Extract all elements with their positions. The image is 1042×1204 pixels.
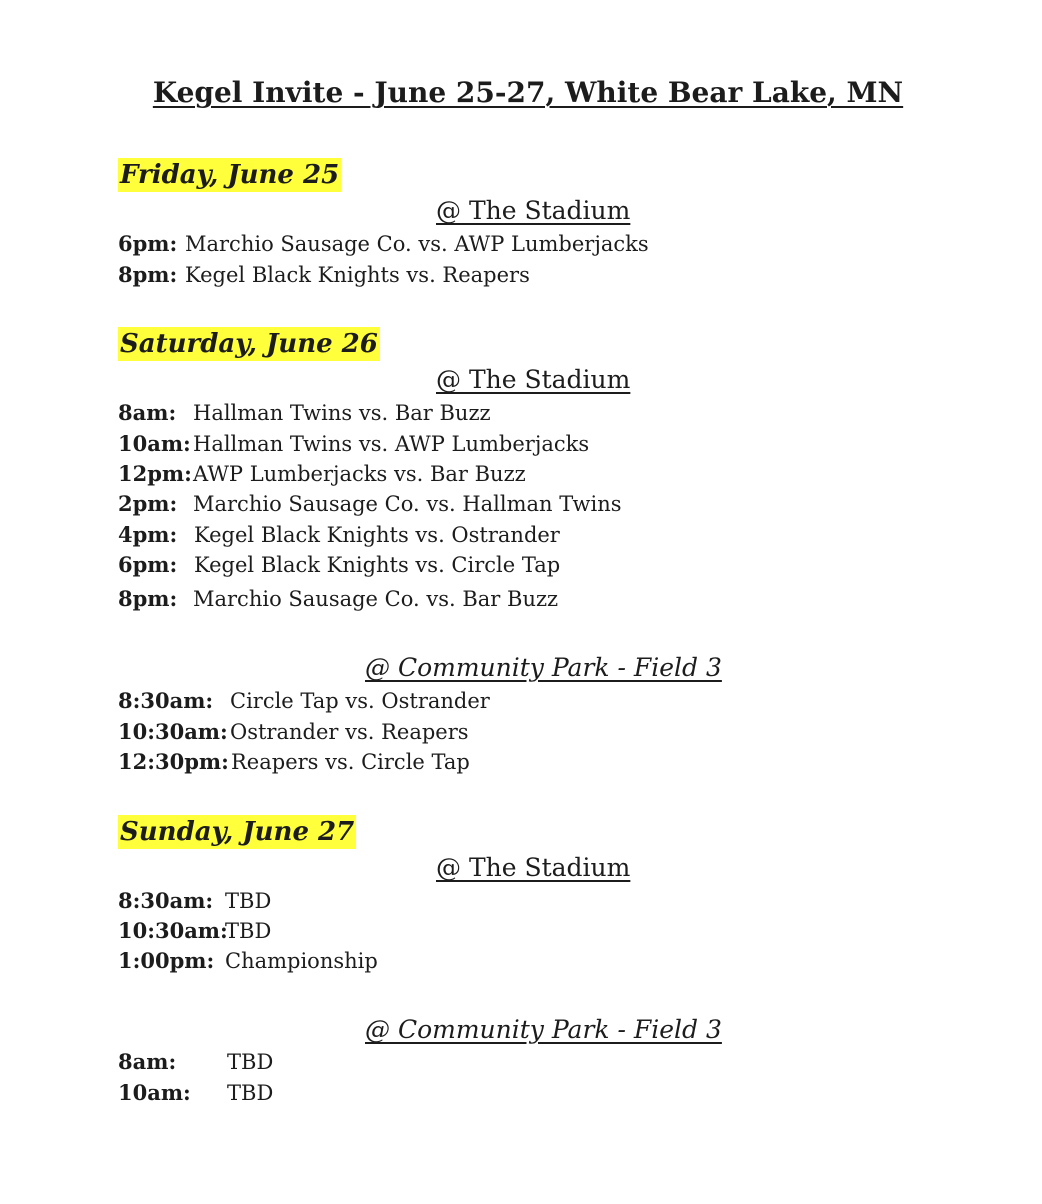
game-time: 6pm:: [118, 552, 178, 577]
game-matchup: Ostrander vs. Reapers: [230, 720, 469, 744]
venue-heading: @ The Stadium: [436, 196, 631, 225]
game-matchup: Marchio Sausage Co. vs. Bar Buzz: [193, 587, 559, 611]
venue-heading: @ Community Park - Field 3: [365, 1015, 722, 1044]
game-matchup: TBD: [225, 919, 272, 943]
game-time: 8am:: [118, 400, 177, 425]
game-matchup: Championship: [225, 949, 378, 973]
day-heading-sunday: Sunday, June 27: [120, 817, 355, 847]
game-time: 10am:: [118, 431, 191, 456]
venue-heading: @ The Stadium: [436, 853, 631, 882]
page-title: Kegel Invite - June 25-27, White Bear Lake, MN: [152, 76, 904, 109]
game-matchup: Reapers vs. Circle Tap: [231, 750, 470, 774]
game-time: 12pm:: [118, 461, 192, 486]
game-time: 8pm:: [118, 262, 178, 287]
game-matchup: TBD: [227, 1081, 274, 1105]
game-matchup: AWP Lumberjacks vs. Bar Buzz: [193, 462, 526, 486]
game-time: 8am:: [118, 1049, 177, 1074]
game-matchup: Circle Tap vs. Ostrander: [230, 689, 490, 713]
venue-heading: @ The Stadium: [436, 365, 631, 394]
game-matchup: Kegel Black Knights vs. Circle Tap: [194, 553, 561, 577]
day-heading-saturday: Saturday, June 26: [120, 329, 378, 359]
game-matchup: Hallman Twins vs. Bar Buzz: [193, 401, 491, 425]
game-matchup: Marchio Sausage Co. vs. Hallman Twins: [193, 492, 622, 516]
game-time: 10:30am:: [118, 719, 228, 744]
game-matchup: Marchio Sausage Co. vs. AWP Lumberjacks: [185, 232, 649, 256]
game-matchup: Hallman Twins vs. AWP Lumberjacks: [193, 432, 590, 456]
game-time: 6pm:: [118, 231, 178, 256]
game-time: 4pm:: [118, 522, 178, 547]
game-time: 10am:: [118, 1080, 191, 1105]
game-matchup: TBD: [225, 889, 272, 913]
game-time: 8:30am:: [118, 888, 214, 913]
game-time: 12:30pm:: [118, 749, 229, 774]
game-time: 8:30am:: [118, 688, 214, 713]
venue-heading: @ Community Park - Field 3: [365, 653, 722, 682]
day-heading-friday: Friday, June 25: [120, 160, 340, 190]
game-time: 8pm:: [118, 586, 178, 611]
game-time: 10:30am:: [118, 918, 228, 943]
game-matchup: Kegel Black Knights vs. Ostrander: [194, 523, 560, 547]
game-time: 2pm:: [118, 491, 178, 516]
game-matchup: Kegel Black Knights vs. Reapers: [185, 263, 530, 287]
game-matchup: TBD: [227, 1050, 274, 1074]
game-time: 1:00pm:: [118, 948, 215, 973]
